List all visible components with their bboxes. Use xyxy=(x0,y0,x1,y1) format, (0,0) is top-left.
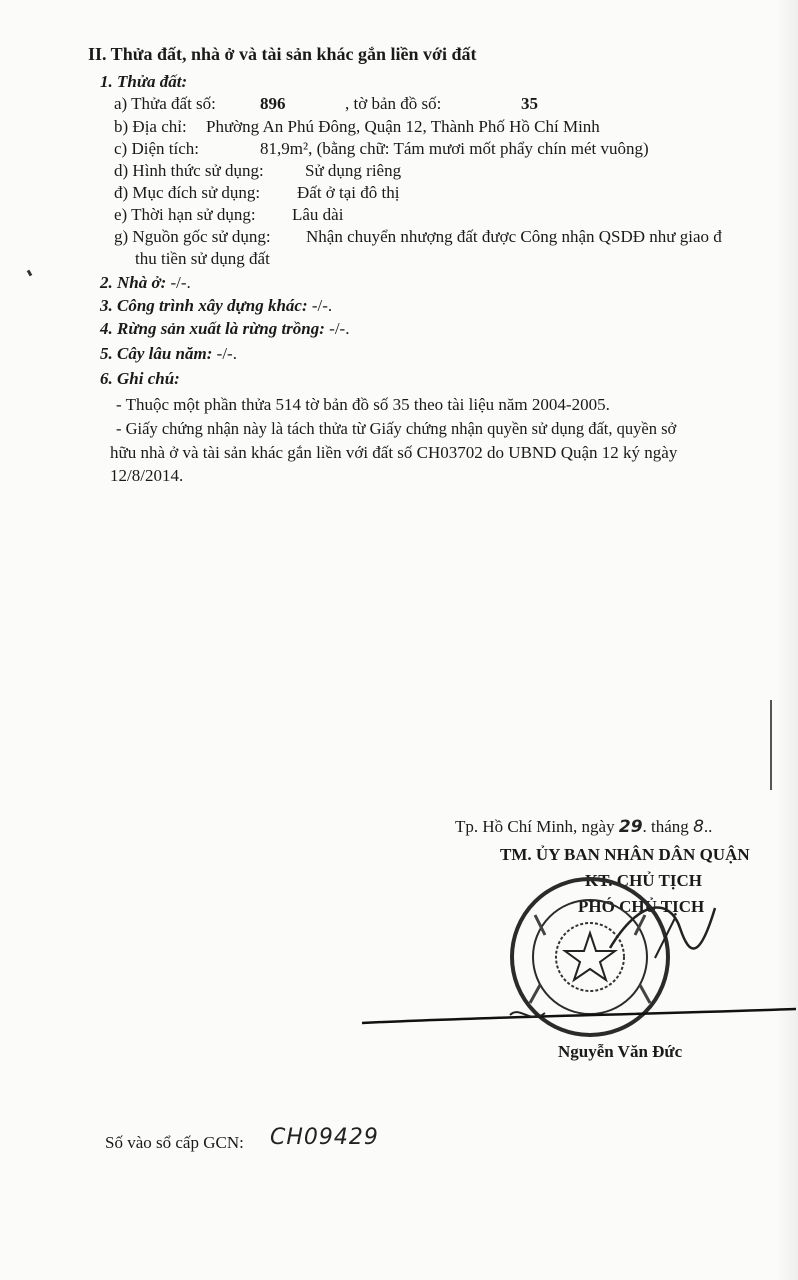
land-heading: 1. Thửa đất: xyxy=(100,72,188,91)
note-2-line2: hữu nhà ở và tài sản khác gắn liền với đất số CH03702 do UBND Quận 12 ký ngày xyxy=(110,443,678,462)
origin-label: g) Nguồn gốc sử dụng: xyxy=(114,227,271,246)
origin-value-line1: Nhận chuyển nhượng đất được Công nhận QSDĐ như giao đ xyxy=(306,227,722,246)
perennial-heading: 5. Cây lâu năm: xyxy=(100,344,213,363)
house-row xyxy=(100,273,191,293)
registration-number: CH09429 xyxy=(270,1125,379,1150)
house-heading: 2. Nhà ở: xyxy=(100,273,167,292)
date-month: 8 xyxy=(693,817,704,837)
signature-stroke xyxy=(360,985,798,1045)
map-label: , tờ bản đồ số: xyxy=(345,94,442,113)
page-edge-shadow xyxy=(776,0,798,1280)
purpose-value: Đất ở tại đô thị xyxy=(297,183,400,202)
map-number: 35 xyxy=(521,94,538,113)
notes-heading: 6. Ghi chú: xyxy=(100,369,180,388)
other-works-value: -/-. xyxy=(311,296,333,315)
date-prefix: Tp. Hồ Chí Minh, ngày xyxy=(455,817,615,836)
usage-form-value: Sử dụng riêng xyxy=(305,161,402,180)
other-works-row xyxy=(100,296,332,316)
parcel-number: 896 xyxy=(260,94,286,113)
section-title: II. Thửa đất, nhà ở và tài sản khác gắn liền với đất xyxy=(88,44,477,64)
address-value: Phường An Phú Đông, Quận 12, Thành Phố Hồ Chí Minh xyxy=(206,117,600,136)
committee-title: TM. ỦY BAN NHÂN DÂN QUẬN xyxy=(500,845,750,864)
area-label: c) Diện tích: xyxy=(114,139,199,158)
note-1: - Thuộc một phần thửa 514 tờ bản đồ số 35 theo tài liệu năm 2004-2005. xyxy=(116,395,610,414)
date-line: Tp. Hồ Chí Minh, ngày 29. tháng 8.. xyxy=(455,817,713,837)
scan-edge-line xyxy=(770,700,772,790)
parcel-label: a) Thửa đất số: xyxy=(114,94,216,113)
forest-heading: 4. Rừng sản xuất là rừng trồng: xyxy=(100,319,325,338)
purpose-label: đ) Mục đích sử dụng: xyxy=(114,183,261,202)
note-2-line1: - Giấy chứng nhận này là tách thửa từ Giấy chứng nhận quyền sử dụng đất, quyền sở xyxy=(116,419,677,438)
term-label: e) Thời hạn sử dụng: xyxy=(114,205,256,224)
other-works-heading: 3. Công trình xây dựng khác: xyxy=(100,296,308,315)
usage-form-label: d) Hình thức sử dụng: xyxy=(114,161,264,180)
note-2-line3: 12/8/2014. xyxy=(110,466,184,485)
area-value: 81,9m², (bằng chữ: Tám mươi mốt phẩy chín mét vuông) xyxy=(260,139,649,158)
origin-value-line2: thu tiền sử dụng đất xyxy=(135,249,270,268)
perennial-row xyxy=(100,344,237,364)
handwritten-mark xyxy=(600,888,720,968)
date-day: 29 xyxy=(618,817,643,837)
scan-speck xyxy=(27,270,33,277)
term-value: Lâu dài xyxy=(292,205,344,224)
address-label: b) Địa chỉ: xyxy=(114,117,187,136)
signer-name: Nguyễn Văn Đức xyxy=(558,1042,683,1061)
forest-row xyxy=(100,319,349,339)
perennial-value: -/-. xyxy=(216,344,237,363)
house-value: -/-. xyxy=(170,273,191,292)
vice-chair-title: PHÓ CHỦ TỊCH xyxy=(578,897,705,916)
forest-value: -/-. xyxy=(329,319,350,338)
date-month-label: tháng xyxy=(651,817,689,836)
on-behalf-title: KT. CHỦ TỊCH xyxy=(585,871,702,890)
registration-label: Số vào sổ cấp GCN: xyxy=(105,1133,244,1152)
